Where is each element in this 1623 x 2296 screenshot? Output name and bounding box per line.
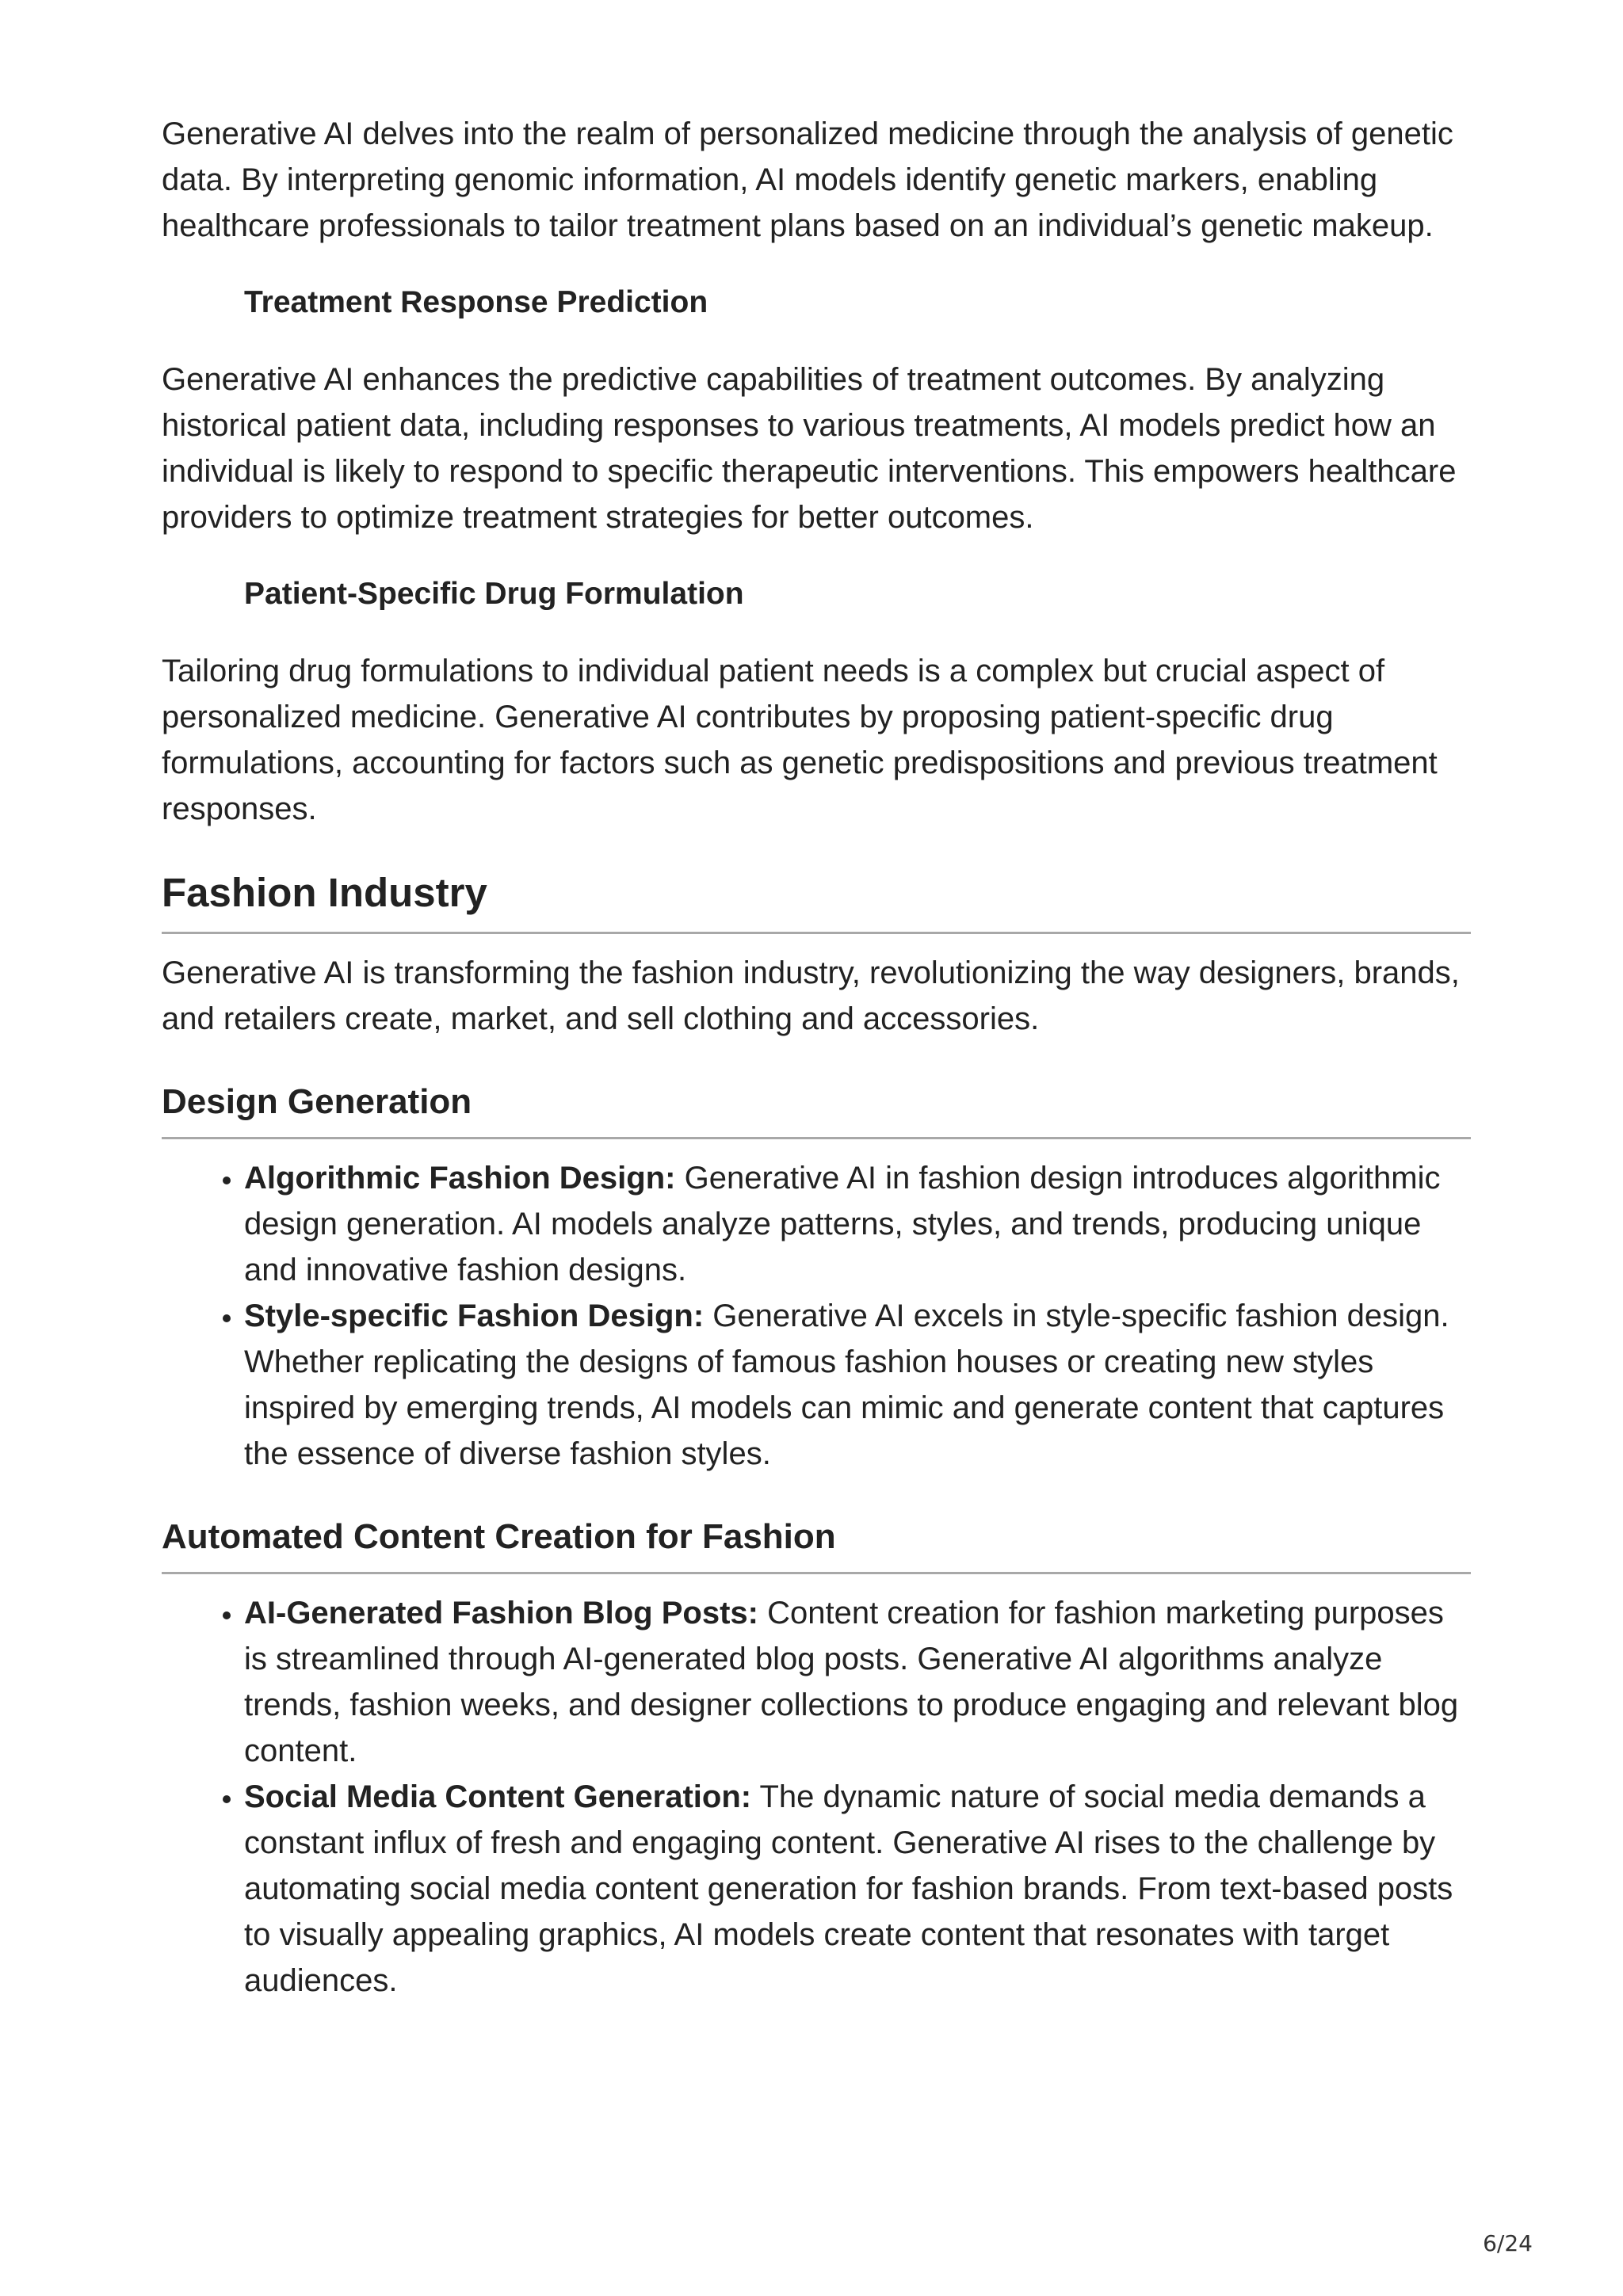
- drug-formulation-paragraph: Tailoring drug formulations to individual patient needs is a complex but crucial aspect of personalized medicine. Generative AI contributes by proposing patient-specific drug formulations, accounting for factors such as genetic predispositions and previous treatment responses.: [162, 654, 1438, 826]
- design-generation-list: [162, 1155, 1471, 1477]
- treatment-response-paragraph: Generative AI enhances the predictive capabilities of treatment outcomes. By analyzing historical patient data, including responses to various treatments, AI models predict how an individual is likely to respond to specific therapeutic interventions. This empowers healthcare providers to optimize treatment strategies for better outcomes.: [162, 362, 1457, 535]
- list-item-label: Style-specific Fashion Design:: [244, 1299, 705, 1333]
- list-item: [244, 1293, 1471, 1477]
- list-item-text: Generative AI excels in style-specific fashion design. Whether replicating the designs of famous fashion houses or creating new styles inspired by emerging trends, AI models can mimic and generate content that captures the essence of diverse fashion styles.: [244, 1299, 1449, 1471]
- content-creation-heading: Automated Content Creation for Fashion: [162, 1515, 1471, 1574]
- design-generation-heading: Design Generation: [162, 1080, 1471, 1139]
- content-creation-list: [162, 1590, 1471, 2004]
- treatment-response-heading: Treatment Response Prediction: [244, 285, 708, 319]
- list-item-text: Content creation for fashion marketing purposes is streamlined through AI-generated blog posts. Generative AI algorithms analyze trends, fashion weeks, and designer collections to produce engaging and relevant blog content.: [244, 1596, 1459, 1768]
- drug-formulation-heading: Patient-Specific Drug Formulation: [244, 577, 744, 611]
- list-item-text: The dynamic nature of social media demands a constant influx of fresh and engaging content. Generative AI rises to the challenge by automating social media content generation for fashion brands. From text-based posts to visually appealing graphics, AI models create content that resonates with target audiences.: [244, 1779, 1453, 1998]
- document-page: [162, 111, 1471, 2004]
- list-item: [244, 1774, 1471, 2004]
- page-number: 6/24: [1483, 2230, 1533, 2256]
- list-item: [244, 1590, 1471, 1774]
- intro-paragraph: Generative AI delves into the realm of personalized medicine through the analysis of genetic data. By interpreting genomic information, AI models identify genetic markers, enabling healthcare professionals to tailor treatment plans based on an individual’s genetic makeup.: [162, 116, 1453, 243]
- fashion-intro-paragraph: Generative AI is transforming the fashion industry, revolutionizing the way designers, brands, and retailers create, market, and sell clothing and accessories.: [162, 955, 1460, 1036]
- list-item-label: Algorithmic Fashion Design:: [244, 1161, 676, 1196]
- list-item-label: AI-Generated Fashion Blog Posts:: [244, 1596, 758, 1630]
- list-item-label: Social Media Content Generation:: [244, 1779, 752, 1814]
- list-item: [244, 1155, 1471, 1293]
- fashion-industry-heading: Fashion Industry: [162, 868, 1471, 934]
- list-item-text: Generative AI in fashion design introduces algorithmic design generation. AI models analyze patterns, styles, and trends, producing unique and innovative fashion designs.: [244, 1161, 1441, 1287]
